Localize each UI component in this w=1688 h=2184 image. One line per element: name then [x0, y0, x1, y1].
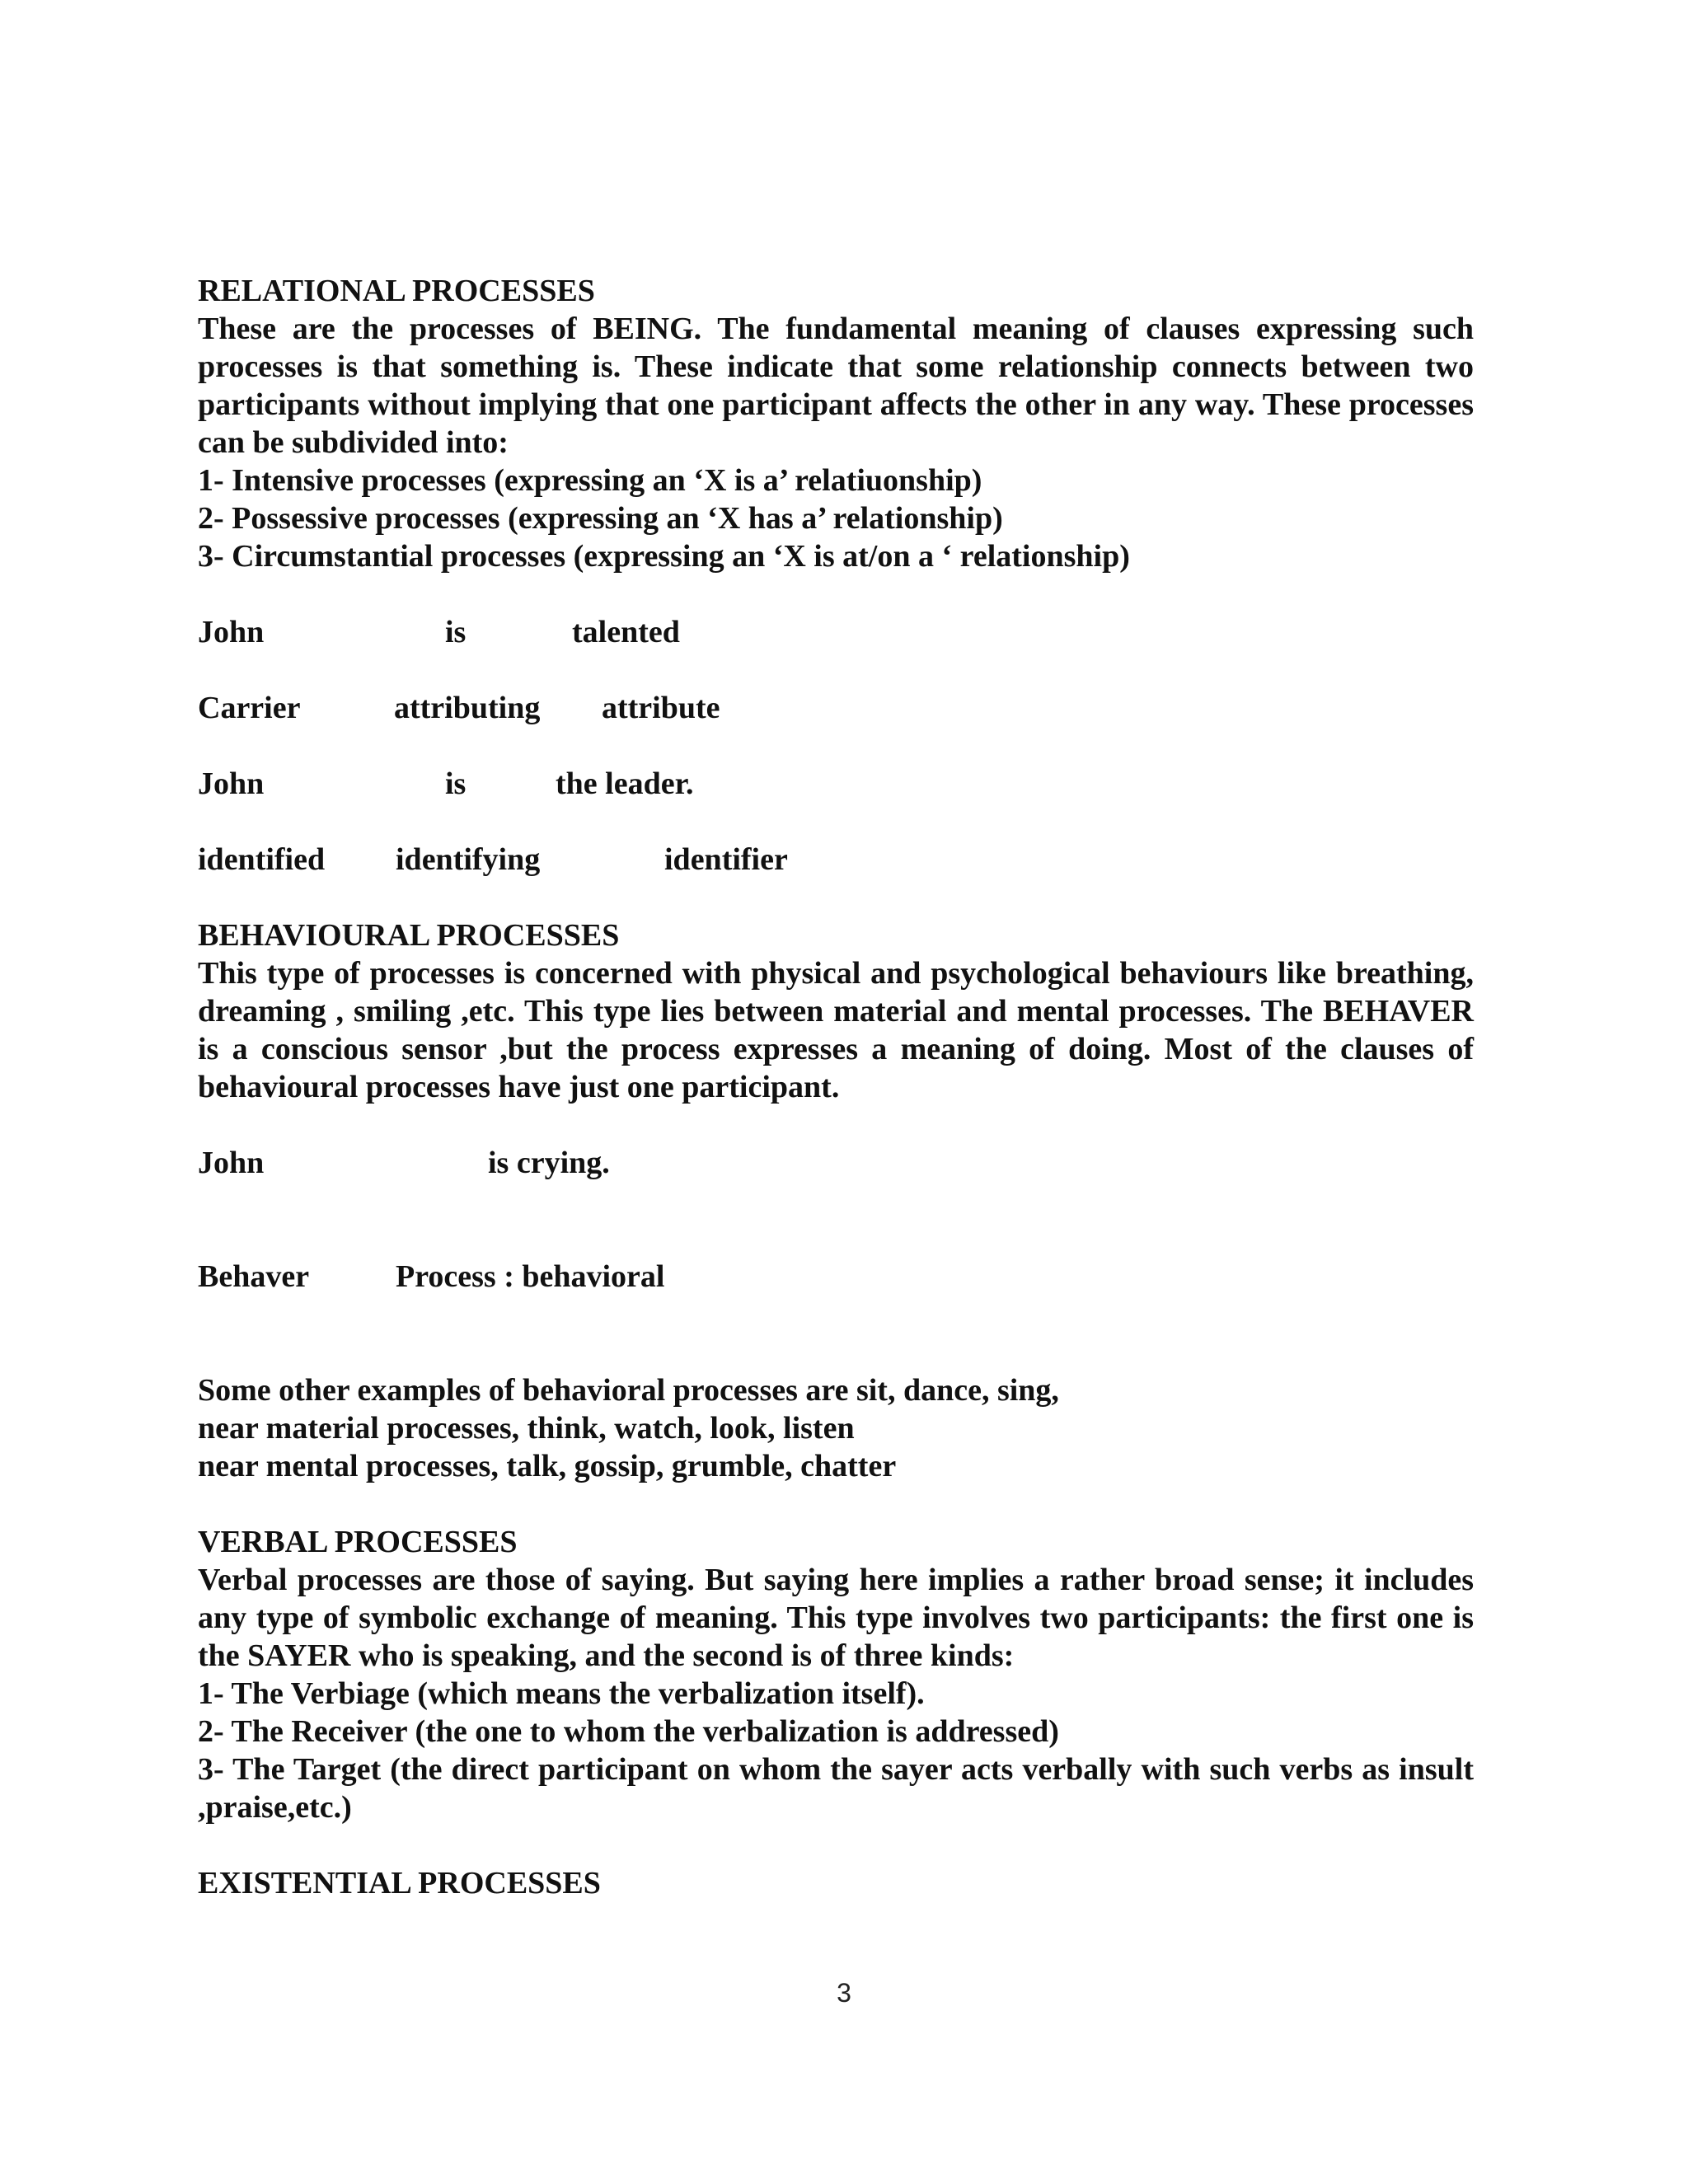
relational-example-2 [198, 765, 1474, 803]
verbal-intro-paragraph: Verbal processes are those of saying. But saying here implies a rather broad sense; it includes any type of symbolic exchange of meaning. This type involves two participants: the first one is the SAYER who is speaking, and the second is of three kinds: [198, 1563, 1474, 1673]
role-label: Behaver [198, 1259, 310, 1294]
role-label: Process : behavioral [396, 1259, 665, 1294]
relational-example-1 [198, 613, 1474, 651]
behavioural-intro-paragraph: This type of processes is concerned with physical and psychological behaviours like breathing, dreaming , smiling ,etc. This type lies between material and mental processes. The BEHAVER is a conscious sensor ,but the process expresses a meaning of doing. Most of the clauses of behavioural processes have just one participant. [198, 956, 1474, 1104]
role-label: attributing [394, 691, 541, 725]
example-word: the leader. [556, 766, 694, 801]
behavioural-other-examples-line-3: near mental processes, talk, gossip, grumble, chatter [198, 1449, 897, 1483]
relational-list-item-1: 1- Intensive processes (expressing an ‘X is a’ relatiuonship) [198, 463, 982, 498]
relational-intro-paragraph: These are the processes of BEING. The fundamental meaning of clauses expressing such processes is that something is. These indicate that some relationship connects between two participants without implying that one participant affects the other in any way. These processes can be subdivided into: [198, 312, 1474, 460]
section-heading-verbal: VERBAL PROCESSES [198, 1525, 518, 1559]
behavioural-example-roles [198, 1258, 1474, 1296]
document-page [198, 272, 1474, 1902]
behavioural-other-examples-line-1: Some other examples of behavioral processes are sit, dance, sing, [198, 1373, 1059, 1408]
role-label: attribute [602, 691, 720, 725]
verbal-list-item-3: 3- The Target (the direct participant on whom the sayer acts verbally with such verbs as insult ,praise,etc.) [198, 1752, 1474, 1825]
relational-example-1-roles [198, 689, 1474, 727]
relational-list-item-3: 3- Circumstantial processes (expressing an ‘X is at/on a ‘ relationship) [198, 539, 1130, 574]
role-label: identifying [396, 842, 541, 877]
verbal-list-item-2: 2- The Receiver (the one to whom the verbalization is addressed) [198, 1714, 1059, 1749]
example-word: is crying. [488, 1146, 610, 1180]
relational-list-item-2: 2- Possessive processes (expressing an ‘X has a’ relationship) [198, 501, 1003, 536]
example-word: talented [572, 615, 680, 649]
behavioural-other-examples-line-2: near material processes, think, watch, look, listen [198, 1411, 855, 1446]
role-label: identifier [664, 842, 788, 877]
verbal-list-item-1: 1- The Verbiage (which means the verbalization itself). [198, 1676, 925, 1711]
example-word: John [198, 1146, 265, 1180]
role-label: identified [198, 842, 326, 877]
section-heading-behavioural: BEHAVIOURAL PROCESSES [198, 918, 620, 953]
page-number: 3 [837, 1978, 851, 2008]
example-word: John [198, 615, 265, 649]
section-heading-existential: EXISTENTIAL PROCESSES [198, 1866, 601, 1900]
behavioural-example [198, 1144, 1474, 1182]
example-word: is [445, 766, 467, 801]
relational-example-2-roles [198, 841, 1474, 879]
example-word: is [445, 615, 467, 649]
role-label: Carrier [198, 691, 301, 725]
example-word: John [198, 766, 265, 801]
section-heading-relational: RELATIONAL PROCESSES [198, 274, 595, 308]
